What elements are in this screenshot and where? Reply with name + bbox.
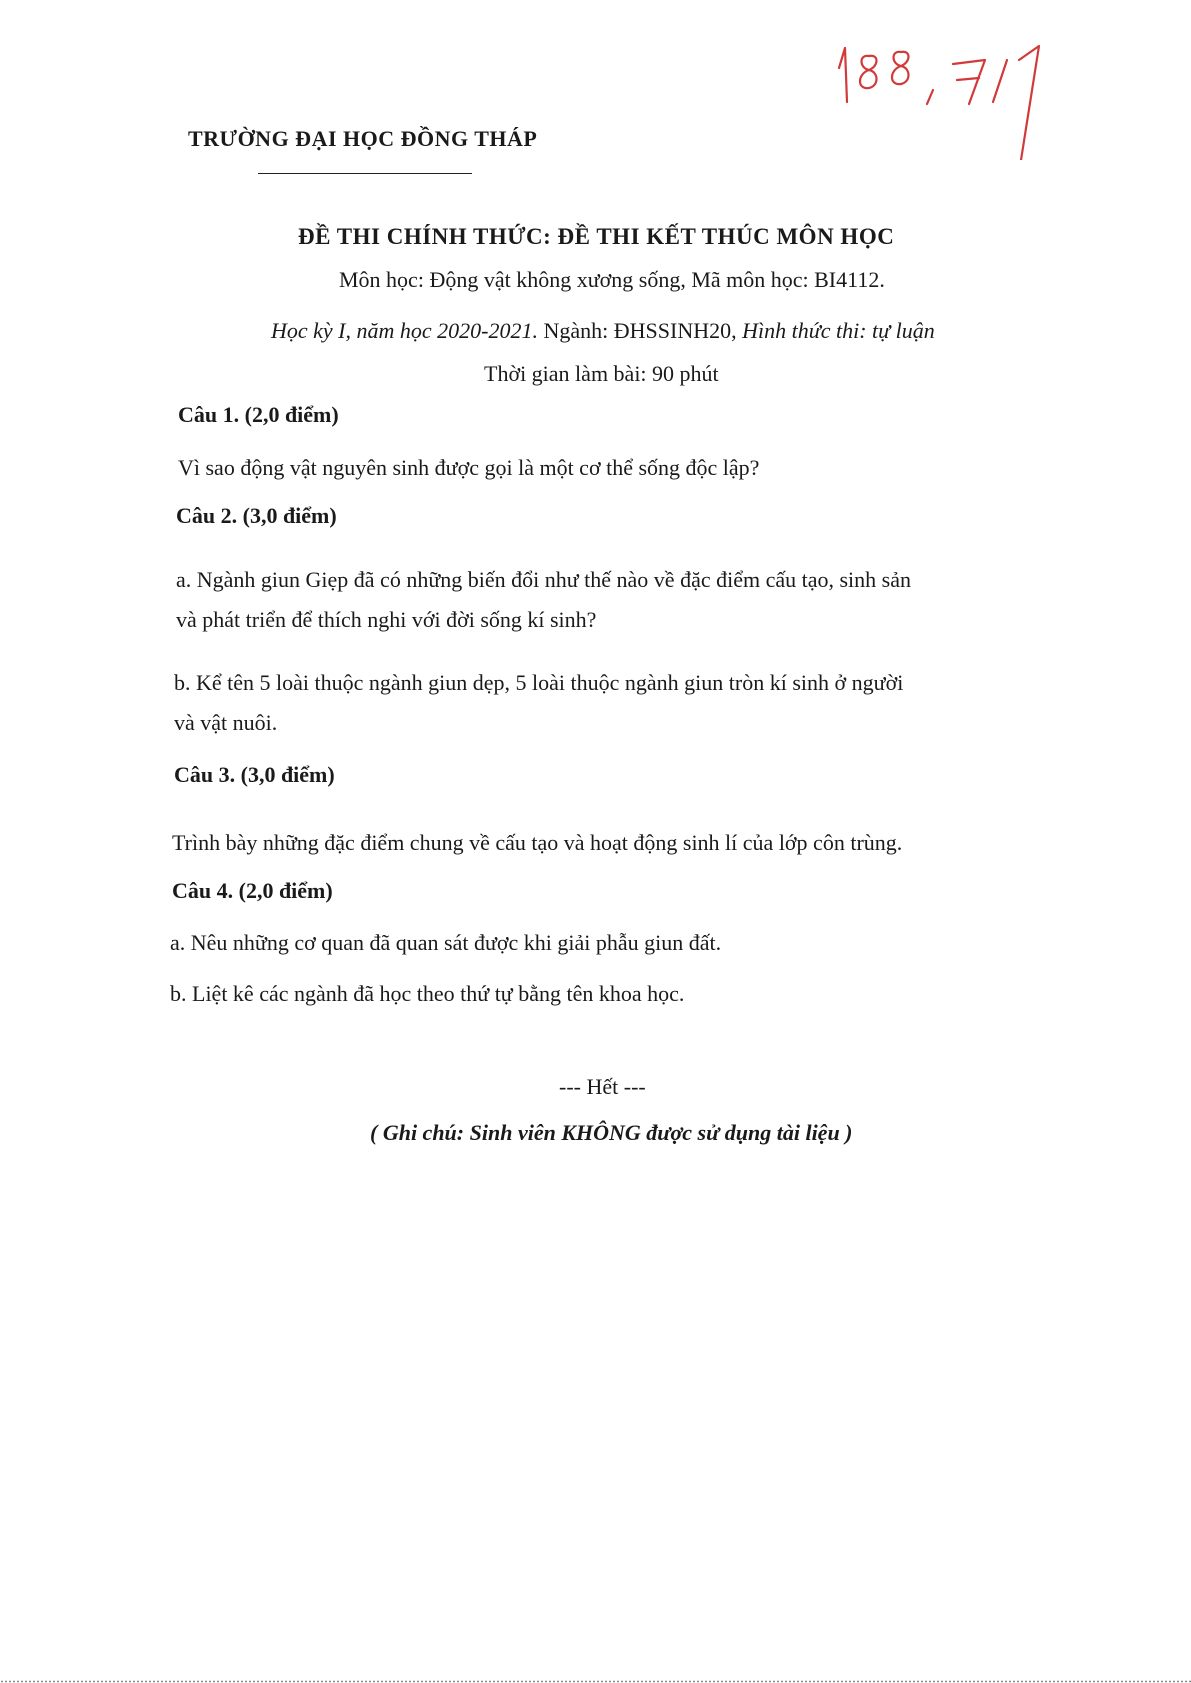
question-2-part-a-line-2: và phát triển để thích nghi với đời sống kí sinh? [176,607,597,632]
question-3-text: Trình bày những đặc điểm chung về cấu tạo và hoạt động sinh lí của lớp côn trùng. [172,830,903,855]
exam-title: ĐỀ THI CHÍNH THỨC: ĐỀ THI KẾT THÚC MÔN HỌC [298,224,895,249]
question-1-title: Câu 1. (2,0 điểm) [178,402,339,427]
semester-text: Học kỳ I, năm học 2020-2021. [271,318,538,343]
question-2-part-b-line-1: b. Kể tên 5 loài thuộc ngành giun dẹp, 5 loài thuộc ngành giun tròn kí sinh ở người [174,670,904,695]
end-mark: --- Hết --- [559,1074,646,1099]
question-4-title: Câu 4. (2,0 điểm) [172,878,333,903]
program-text: Ngành: ĐHSSINH20, [538,318,737,343]
exam-note: ( Ghi chú: Sinh viên KHÔNG được sử dụng tài liệu ) [370,1120,853,1145]
school-underline [258,173,472,174]
duration-line: Thời gian làm bài: 90 phút [484,361,719,386]
question-3-title: Câu 3. (3,0 điểm) [174,762,335,787]
semester-line [271,318,935,344]
school-name: TRƯỜNG ĐẠI HỌC ĐỒNG THÁP [188,126,538,151]
question-2-part-a-line-1: a. Ngành giun Giẹp đã có những biến đổi như thế nào về đặc điểm cấu tạo, sinh sản [176,567,911,592]
question-1-text: Vì sao động vật nguyên sinh được gọi là một cơ thể sống độc lập? [178,455,760,480]
question-2-title: Câu 2. (3,0 điểm) [176,503,337,528]
question-4-part-a: a. Nêu những cơ quan đã quan sát được khi giải phẫu giun đất. [170,930,722,955]
subject-line: Môn học: Động vật không xương sống, Mã môn học: BI4112. [339,267,885,292]
exam-form-text: Hình thức thi: tự luận [736,318,935,343]
question-2-part-b-line-2: và vật nuôi. [174,710,278,735]
question-4-part-b: b. Liệt kê các ngành đã học theo thứ tự bằng tên khoa học. [170,981,685,1006]
handwritten-annotation [821,20,1081,160]
